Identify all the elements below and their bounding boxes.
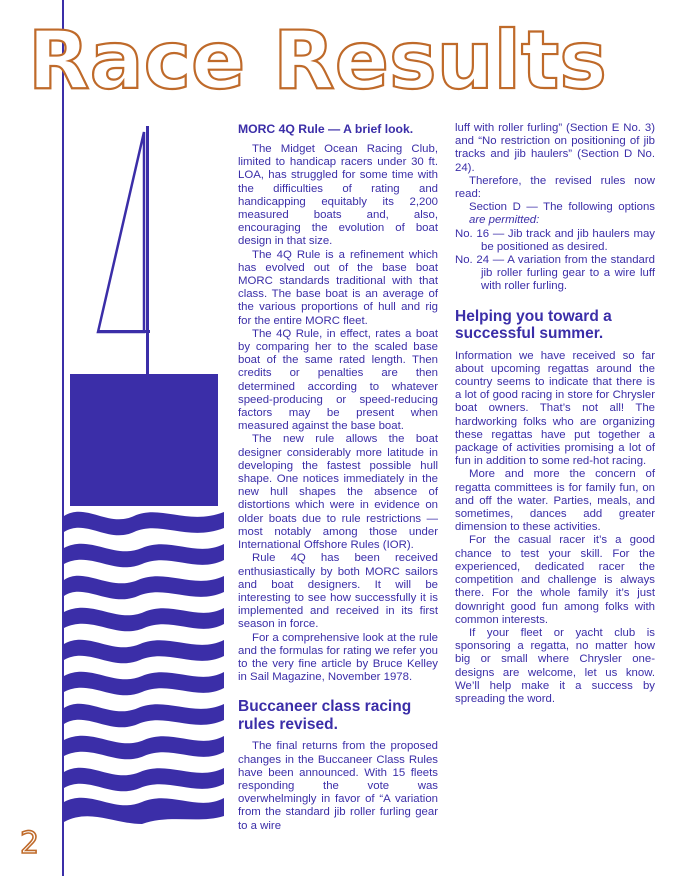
section-d-intro-plain: Section D — The following options <box>469 201 655 214</box>
paragraph: Information we have received so far about upcoming regattas around the country seems to indicate that there is a lot of good racing in store for Chrysler boat owners. That’s not all! The hardworking folks who are organizing these regattas have put together a package of activities promising a lot of fun in addition to some red-hot racing. <box>455 349 655 468</box>
paragraph: The 4Q Rule, in effect, rates a boat by comparing her to the scaled base boat of the same rated length. Then credits or penalties are then determined according to whatever speed-producing or speed-reducing factors may be present when measured against the base boat. <box>238 327 438 433</box>
paragraph: Rule 4Q has been received enthusiastically by both MORC sailors and boat designers. It will be interesting to see how successfully it is implemented and received in its first season in force. <box>238 552 438 631</box>
paragraph: The 4Q Rule is a refinement which has evolved out of the base boat MORC standards traditional with that class. The base boat is an average of the various proportions of hull and rig for the entire MORC fleet. <box>238 248 438 327</box>
page-title: Race Results <box>28 14 607 107</box>
column-right <box>455 122 655 706</box>
paragraph: The Midget Ocean Racing Club, limited to handicap racers under 30 ft. LOA, has struggled for some time with the difficulties of rating and handicapping equitably its 2,200 measured boats and, also, encouraging the evolution of boat design in that size. <box>238 143 438 248</box>
sailboat-waves-illustration <box>64 124 224 824</box>
paragraph: If your fleet or yacht club is sponsoring a regatta, no matter how big or small where Chrysler one-designs are welcome, let us know. We’ll help make it a success by spreading the word. <box>455 626 655 705</box>
paragraph: The new rule allows the boat designer considerably more latitude in developing the fastest possible hull shape. One notices immediately in the new hull shapes the absence of distortions which were in evidence on older boats due to rule restrictions — most notably among those under International Offshore Rules (IOR). <box>238 433 438 552</box>
section-heading-summer: Helping you toward a successful summer. <box>455 307 612 343</box>
paragraph: The final returns from the proposed changes in the Buccaneer Class Rules have been announced. With 15 fleets responding the vote was overwhelmingly in favor of “A variation from the standard jib roller furling gear to a wire <box>238 740 438 832</box>
section-d-intro-italic: are permitted: <box>469 214 540 227</box>
paragraph: Therefore, the revised rules now read: <box>455 174 655 201</box>
section-heading-morc: MORC 4Q Rule — A brief look. <box>238 122 414 136</box>
paragraph-continuation: luff with roller furling” (Section E No. 3) and “No restriction on positioning of jib tracks and jib haulers” (Section D No. 24). <box>455 122 655 174</box>
list-item: No. 24 — A variation from the standard jib roller furling gear to a wire luff with roller furling. <box>455 254 655 293</box>
list-item: No. 16 — Jib track and jib haulers may be positioned as desired. <box>455 227 655 253</box>
paragraph: For a comprehensive look at the rule and the formulas for rating we refer you to the very fine article by Bruce Kelley in Sail Magazine, November 1978. <box>238 631 438 684</box>
column-left <box>238 122 438 833</box>
section-d-intro <box>455 201 655 227</box>
paragraph: More and more the concern of regatta committees is for family fun, on and off the water. Parties, meals, and sometimes, dances add greater dimension to these activities. <box>455 468 655 534</box>
section-heading-buccaneer: Buccaneer class racing rules revised. <box>238 698 412 733</box>
masthead <box>28 14 658 106</box>
page-number: 2 <box>20 826 40 861</box>
paragraph: For the casual racer it’s a good chance to test your skill. For the experienced, dedicated racer the competition and challenge is always there. For the whole family it’s just downright good fun among folks with common interests. <box>455 534 655 626</box>
